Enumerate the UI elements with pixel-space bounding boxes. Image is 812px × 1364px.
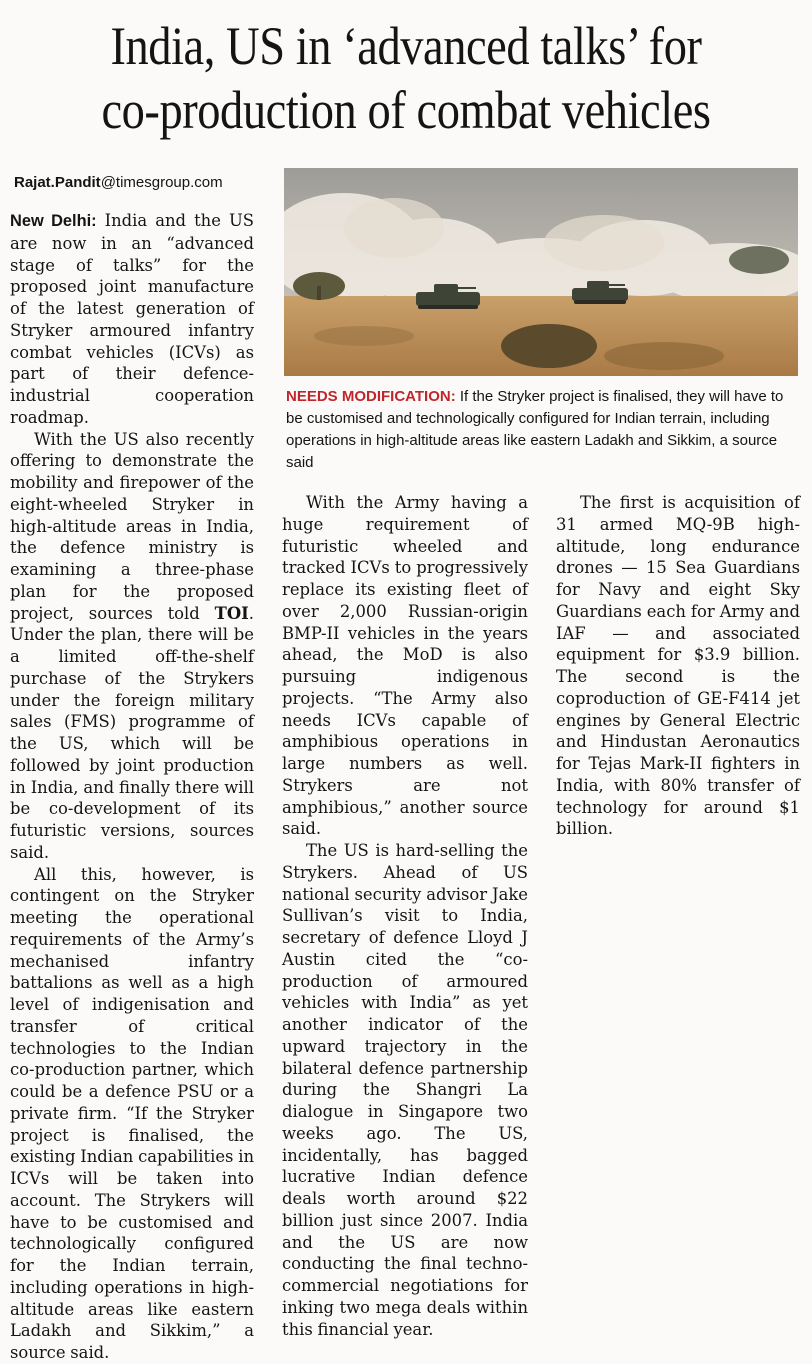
photo-illustration (284, 168, 798, 376)
headline-line-1: India, US in ‘advanced talks’ for (110, 16, 702, 76)
photo-caption (286, 386, 800, 474)
paragraph-5: The US is hard-selling the Strykers. Ahead of US national security advisor Jake Sullivan’s visit to India, secretary of defence Lloyd J Austin cited the “co-production of armoured vehicles with India” as yet another indicator of the upward trajectory in the bilateral defence partnership during the Shangri La dialogue in Singapore two weeks ago. The US, incidentally, has bagged lucrative Indian defence deals worth around $22 billion just since 2007. India and the US are now conducting the final techno-commercial negotiations for inking two mega deals within this financial year. (282, 841, 528, 1339)
caption-label: NEEDS MODIFICATION: (286, 388, 456, 405)
article-column-1 (10, 210, 254, 1364)
dateline: New Delhi: (10, 212, 97, 230)
caption-text: If the Stryker project is finalised, they will have to be customised and technologically configured for Indian terrain, including operations in high-altitude areas like eastern Ladakh and Sikkim, a source said (286, 388, 784, 471)
paragraph-2-text-b: . Under the plan, there will be a limited off-the-shelf purchase of the Strykers under the foreign military sales (FMS) programme of the US, which will be followed by joint production in India, and finally there will be co-development of its futuristic versions, sources said. (10, 603, 254, 862)
paragraph-4: With the Army having a huge requirement of futuristic wheeled and tracked ICVs to progressively replace its existing fleet of over 2,000 Russian-origin BMP-II vehicles in the years ahead, the MoD is also pursuing indigenous projects. “The Army also needs ICVs capable of amphibious operations in large numbers as well. Strykers are not amphibious,” another source said. (282, 493, 528, 839)
article-column-3 (556, 492, 800, 840)
paragraph-6: The first is acquisition of 31 armed MQ-9B high-altitude, long endurance drones — 15 Sea Guardians for Navy and eight Sky Guardians each for Army and IAF — and associated equipment for $3.9 billion. The second is the coproduction of GE-F414 jet engines by General Electric and Hindustan Aeronautics for Tejas Mark-II fighters in India, with 80% transfer of technology for around $1 billion. (556, 493, 800, 839)
byline (14, 174, 223, 191)
headline (57, 14, 755, 142)
article-column-2 (282, 492, 528, 1340)
toi-mention: TOI (214, 603, 249, 623)
byline-author: Rajat.Pandit (14, 174, 101, 191)
paragraph-2-text-a: With the US also recently offering to demonstrate the mobility and firepower of the eight-wheeled Stryker in high-altitude areas in India, the defence ministry is examining a three-phase plan for the proposed project, sources told (10, 429, 254, 623)
byline-domain: @timesgroup.com (100, 174, 223, 191)
lead-paragraph (10, 210, 254, 429)
lead-text: India and the US are now in an “advanced stage of talks” for the proposed joint manufacture of the latest generation of Stryker armoured infantry combat vehicles (ICVs) as part of their defence-industrial cooperation roadmap. (10, 211, 254, 427)
paragraph-2 (10, 429, 254, 864)
headline-line-2: co-production of combat vehicles (101, 80, 711, 140)
article-photo (284, 168, 798, 376)
paragraph-3: All this, however, is contingent on the Stryker meeting the operational requirements of the Army’s mechanised infantry battalions as well as a high level of indigenisation and transfer of critical technologies to the Indian co-production partner, which could be a defence PSU or a private firm. “If the Stryker project is finalised, the existing Indian capabilities in ICVs will be taken into account. The Strykers will have to be customised and technologically configured for the Indian terrain, including operations in high-altitude areas like eastern Ladakh and Sikkim,” a source said. (10, 864, 254, 1362)
